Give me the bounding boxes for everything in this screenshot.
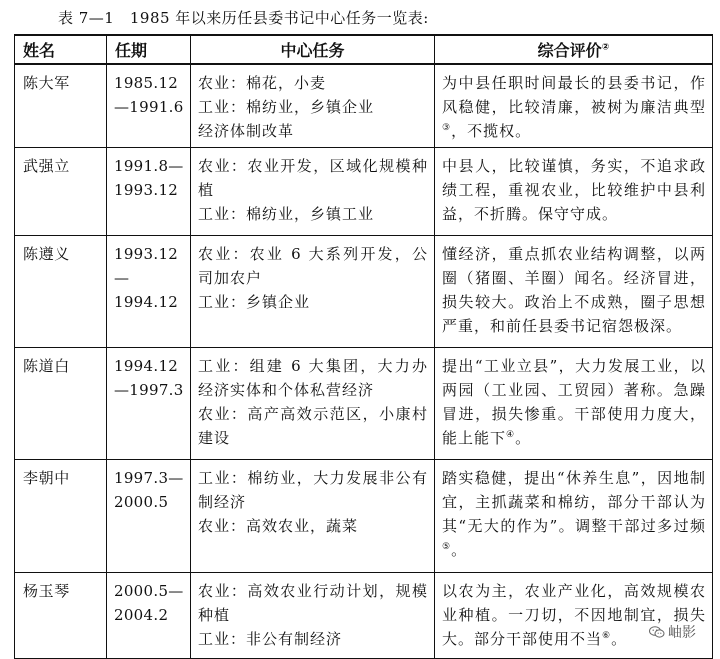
cell-period [107, 460, 191, 573]
header-period: 任期 [107, 35, 191, 64]
task-line: 工业：乡镇企业 [198, 293, 311, 311]
period-end: 1994.12 [114, 293, 179, 311]
period-end: —1991.6 [114, 98, 184, 116]
header-evaluation [435, 35, 713, 64]
footnote-marker: ⑥ [602, 631, 612, 641]
table-row [15, 573, 713, 659]
secretaries-table [14, 34, 713, 659]
task-line: 农业：农业开发，区域化规模种植 [198, 157, 428, 199]
task-line: 经济体制改革 [198, 122, 295, 140]
evaluation-text: 提出“工业立县”，大力发展工业，以两园（工业园、工贸园）著称。急躁冒进，损失惨重。干部使用力度大，能上能下 [442, 357, 706, 447]
cell-tasks [191, 573, 435, 659]
header-name: 姓名 [15, 35, 107, 64]
cell-tasks [191, 64, 435, 148]
footnote-marker: ④ [506, 430, 516, 440]
task-line: 工业：棉纺业，大力发展非公有制经济 [198, 469, 428, 511]
task-line: 农业：高效农业行动计划，规模种植 [198, 582, 428, 624]
cell-tasks [191, 460, 435, 573]
evaluation-text: 懂经济，重点抓农业结构调整，以两圈（猪圈、羊圈）闻名。经济冒进，损失较大。政治上不成熟，圈子思想严重，和前任县委书记宿怨极深。 [442, 245, 706, 335]
table-row [15, 148, 713, 236]
period-start: 1985.12 [114, 74, 179, 92]
cell-period [107, 348, 191, 460]
period-end: —1997.3 [114, 381, 184, 399]
table-row [15, 64, 713, 148]
cell-name: 陈大军 [15, 64, 107, 148]
task-line: 农业：高产高效示范区，小康村建设 [198, 405, 428, 447]
header-evaluation-label: 综合评价 [537, 41, 602, 60]
cell-evaluation [435, 573, 713, 659]
cell-period [107, 236, 191, 348]
cell-tasks [191, 236, 435, 348]
evaluation-text: 踏实稳健，提出“休养生息”，因地制宜，主抓蔬菜和棉纺，部分干部认为其“无大的作为”。调整干部过多过频 [442, 469, 706, 535]
evaluation-tail: 。 [451, 541, 468, 559]
cell-name: 陈道白 [15, 348, 107, 460]
period-end: 2004.2 [114, 606, 169, 624]
header-row [15, 35, 713, 64]
table-row [15, 236, 713, 348]
cell-evaluation [435, 148, 713, 236]
task-line: 农业：农业 6 大系列开发，公司加农户 [198, 245, 428, 287]
period-start: 2000.5— [114, 582, 184, 600]
cell-name: 杨玉琴 [15, 573, 107, 659]
period-dash: — [114, 269, 130, 287]
period-start: 1993.12 [114, 245, 179, 263]
cell-tasks [191, 348, 435, 460]
evaluation-tail: 。 [515, 429, 532, 447]
evaluation-tail: ，不揽权。 [451, 122, 532, 140]
evaluation-text: 为中县任职时间最长的县委书记，作风稳健，比较清廉，被树为廉洁典型 [442, 74, 706, 116]
cell-period [107, 148, 191, 236]
task-line: 工业：非公有制经济 [198, 630, 343, 648]
table-caption: 表 7—1 1985 年以来历任县委书记中心任务一览表: [58, 9, 429, 27]
header-tasks: 中心任务 [191, 35, 435, 64]
period-start: 1991.8— [114, 157, 184, 175]
cell-period [107, 573, 191, 659]
evaluation-text: 中县人，比较谨慎，务实，不追求政绩工程，重视农业，比较维护中县利益，不折腾。保守守成。 [442, 157, 706, 223]
footnote-marker: ⑤ [442, 542, 452, 552]
cell-name: 陈遵义 [15, 236, 107, 348]
evaluation-tail: 。 [611, 630, 628, 648]
task-line: 工业：棉纺业，乡镇工业 [198, 205, 375, 223]
table-row [15, 460, 713, 573]
period-start: 1994.12 [114, 357, 179, 375]
cell-evaluation [435, 64, 713, 148]
period-end: 1993.12 [114, 181, 179, 199]
period-start: 1997.3— [114, 469, 184, 487]
footnote-marker: ③ [442, 123, 452, 133]
cell-name: 李朝中 [15, 460, 107, 573]
cell-name: 武强立 [15, 148, 107, 236]
task-line: 工业：组建 6 大集团，大力办经济实体和个体私营经济 [198, 357, 428, 399]
wechat-icon [649, 626, 665, 638]
task-line: 农业：棉花，小麦 [198, 74, 327, 92]
evaluation-text: 以农为主，农业产业化，高效规模农业种植。一刀切，不因地制宜，损失大。部分干部使用不当 [442, 582, 706, 648]
watermark-text: 岫影 [668, 625, 696, 641]
task-line: 农业：高效农业，蔬菜 [198, 517, 359, 535]
cell-evaluation [435, 460, 713, 573]
footnote-marker: ② [601, 42, 610, 53]
task-line: 工业：棉纺业，乡镇企业 [198, 98, 375, 116]
cell-period [107, 64, 191, 148]
table-row [15, 348, 713, 460]
period-end: 2000.5 [114, 493, 169, 511]
cell-tasks [191, 148, 435, 236]
watermark [649, 622, 696, 642]
cell-evaluation [435, 348, 713, 460]
cell-evaluation [435, 236, 713, 348]
